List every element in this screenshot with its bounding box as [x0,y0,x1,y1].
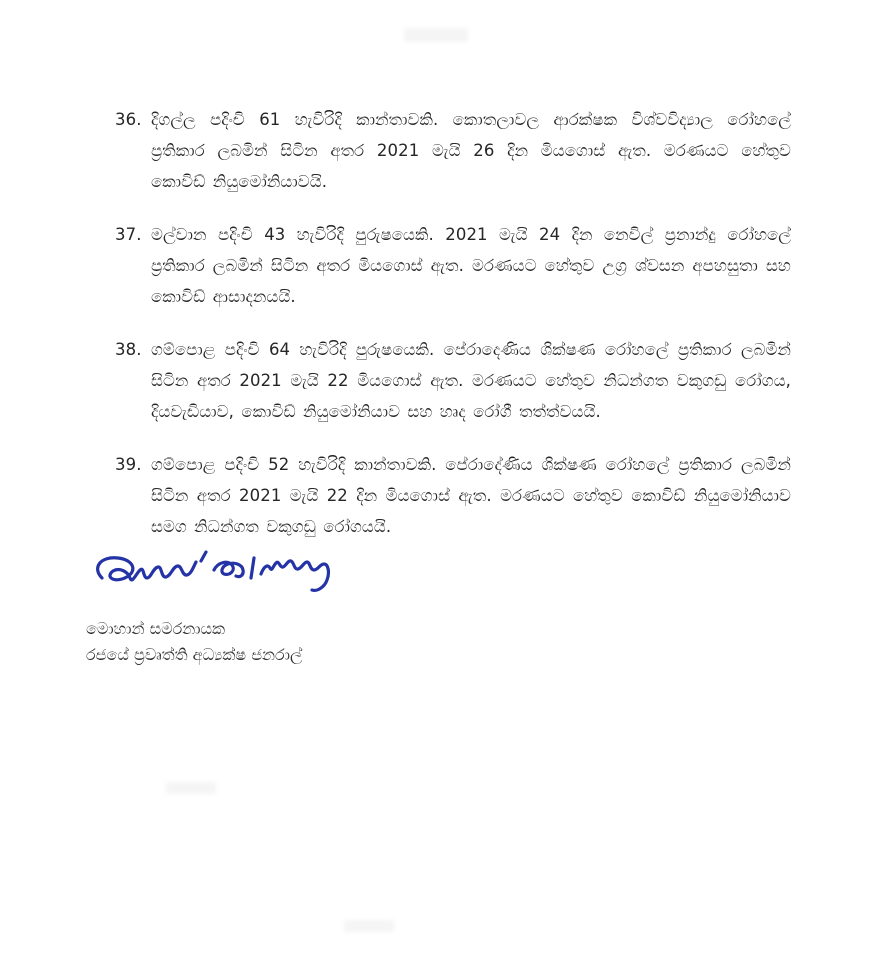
list-item [115,334,791,427]
item-text: ගම්පොළ පදිංචි 64 හැවිරිදි පුරුෂයෙකි. පේරාදෙණිය ශික්ෂණ රෝහලේ ප්‍රතිකාර ලබමින් සිටින අතර 2021 මැයි 22 මියගොස් ඇත. මරණයට හේතුව නිධන්ගත වකුගඩු රෝගය, දියවැඩියාව, කොවිඩ් නියුමෝනියාව සහ හෘද රෝගී තත්ත්වයයි. [151,340,791,421]
item-text: ගම්පොළ පදිංචි 52 හැවිරිදි කාන්තාවකි. පේරාදේණිය ශික්ෂණ රෝහලේ ප්‍රතිකාර ලබමින් සිටින අතර 2021 මැයි 22 දින මියගොස් ඇත. මරණයට හේතුව කොවිඩ් නියුමෝනියාව සමග නිධන්ගත වකුගඩු රෝගයයි. [151,455,791,536]
signatory-title: රජයේ ප්‍රවෘත්ති අධ්‍යක්ෂ ජනරාල් [86,645,303,664]
item-number: 37. [115,225,142,244]
signatory-name: මොහාන් සමරනායක [86,619,226,638]
handwritten-signature-icon [80,548,348,610]
item-number: 38. [115,340,142,359]
scan-artifact [166,782,216,794]
scan-artifact [344,920,394,932]
numbered-paragraph-list [115,104,791,564]
item-text: මල්වාන පදිංචි 43 හැවිරිදි පුරුෂයෙකි. 2021 මැයි 24 දින නෙවිල් ප්‍රනාන්දු රෝහලේ ප්‍රතිකාර ලබමින් සිටින අතර මියගොස් ඇත. මරණයට හේතුව උග්‍ර ශ්වසන අපහසුතා සහ කොවිඩ් ආසාදනයයි. [151,225,791,306]
list-item [115,449,791,542]
item-number: 36. [115,110,142,129]
item-number: 39. [115,455,142,474]
list-item [115,104,791,197]
list-item [115,219,791,312]
signature-stroke [98,552,329,590]
signature-block [72,548,412,668]
scan-artifact [404,28,468,42]
item-text: දිගල්ල පදිංචි 61 හැවිරිදි කාන්තාවකි. කොතලාවල ආරක්ෂක විශ්වවිද්‍යාල රෝහලේ ප්‍රතිකාර ලබමින් සිටින අතර 2021 මැයි 26 දින මියගොස් ඇත. මරණයට හේතුව කොවිඩ් නියුමෝනියාවයි. [151,110,791,191]
